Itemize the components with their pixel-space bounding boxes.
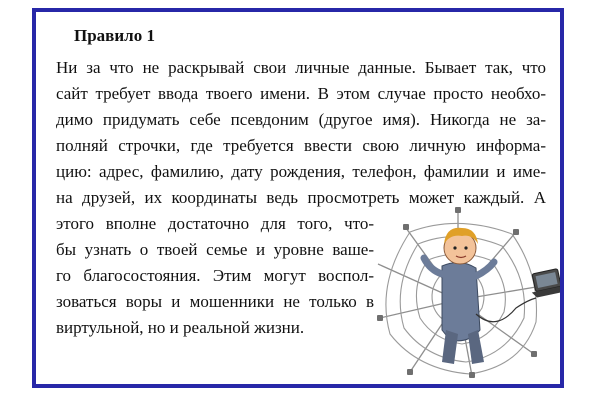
rule-text-line: го благосостояния. Этим могут воспол- bbox=[56, 266, 374, 285]
rule-text-line: димо придумать себе псевдоним (другое имя). Никогда не за- bbox=[56, 110, 546, 129]
rule-text-line: виртульной, но и реальной жизни. bbox=[56, 318, 305, 337]
rule-text-line: цию: адрес, фамилию, дату рождения, телефон, фамилии и име- bbox=[56, 162, 546, 181]
rule-text-line: сайт требует ввода твоего имени. В этом случае просто необхо- bbox=[56, 84, 546, 103]
rule-text-line: Ни за что не раскрывай свои личные данные. Бывает так, что bbox=[56, 58, 546, 77]
rule-text-line: на друзей, их координаты ведь просмотреть может каждый. А bbox=[56, 188, 546, 207]
rule-text-line: этого вполне достаточно для того, что- bbox=[56, 214, 374, 233]
boy-in-spider-web-icon bbox=[376, 204, 560, 380]
rule-card bbox=[32, 8, 564, 388]
rule-text-line: полняй строчки, где требуется ввести свою личную информа- bbox=[56, 136, 546, 155]
rule-text-line: бы узнать о твоей семье и уровне ваше- bbox=[56, 240, 374, 259]
rule-text-line: зоваться воры и мошенники не только в bbox=[56, 292, 374, 311]
rule-title: Правило 1 bbox=[74, 26, 155, 45]
